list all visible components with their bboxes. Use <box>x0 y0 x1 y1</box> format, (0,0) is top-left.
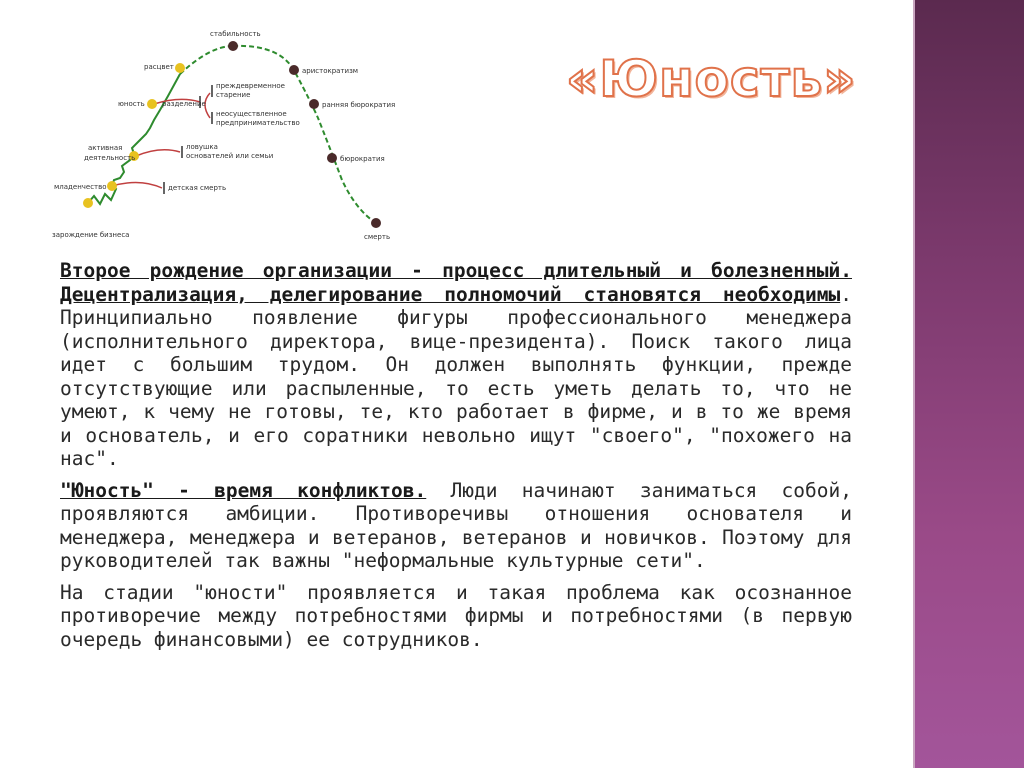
label-byurokratiya: бюрократия <box>340 155 385 163</box>
node-mladenchestvo <box>107 181 117 191</box>
lifecycle-diagram <box>50 28 410 248</box>
slide-title: «Юность» <box>566 50 857 108</box>
label-mladenchestvo: младенчество <box>54 183 107 191</box>
node-rannyaya <box>309 99 319 109</box>
label-rastsvet: расцвет <box>144 63 174 71</box>
label-neosush1: неосуществленное <box>216 110 287 118</box>
label-top: стабильность <box>210 30 261 38</box>
label-deyatelnost: деятельность <box>84 154 136 162</box>
label-rannyaya: ранняя бюрократия <box>322 101 396 109</box>
label-detskaya: детская смерть <box>168 184 227 192</box>
side-decoration-band <box>913 0 1024 768</box>
trap-branch-3 <box>136 150 180 156</box>
label-yunost: юность <box>118 100 145 108</box>
label-aristokratizm: аристократизм <box>302 67 359 75</box>
node-rastsvet <box>175 63 185 73</box>
paragraph-2 <box>60 479 852 573</box>
label-zarozhdenie: зарождение бизнеса <box>52 231 130 239</box>
paragraph-1 <box>60 259 852 471</box>
node-stability <box>228 41 238 51</box>
node-zarozhdenie <box>83 198 93 208</box>
decline-curve-solid <box>180 46 233 74</box>
paragraph-3: На стадии "юности" проявляется и такая проблема как осознанное противоречие между потребностями фирмы и потребностями (в первую очередь финансовыми) ее сотрудников. <box>60 580 852 651</box>
label-prezhd1: преждевременное <box>216 82 285 90</box>
node-byurokratiya <box>327 153 337 163</box>
paragraph-2-text: Люди начинают заниматься собой, проявляются амбиции. Противоречивы отношения основателя и менеджера, менеджера и ветеранов, ветеранов и новичков. Поэтому для руководителей так важны "неформальные культурные сети". <box>60 478 852 572</box>
label-aktivnaya: активная <box>88 144 123 152</box>
trap-branch-4 <box>112 182 162 188</box>
label-razdelenie: разделение <box>162 100 206 108</box>
paragraph-2-emphasis: "Юность" - время конфликтов. <box>60 478 427 502</box>
node-aristokratizm <box>289 65 299 75</box>
slide-body <box>60 259 852 659</box>
label-smert: смерть <box>364 233 391 241</box>
node-yunost <box>147 99 157 109</box>
paragraph-1-emphasis: Второе рождение организации - процесс длительный и болезненный. Децентрализация, делегирование полномочий становятся необходимы <box>60 259 852 306</box>
paragraph-1-text: . Принципиально появление фигуры профессионального менеджера (исполнительного директора, вице-президента). Поиск такого лица идет с большим трудом. Он должен выполнять функции, прежде отсутствующие или распыленные, то есть уметь делать то, что не умеют, к чему не готовы, те, кто работает в фирме, и в то же время и основатель, и его соратники невольно ищут "своего", "похожего на нас". <box>60 282 852 470</box>
label-prezhd2: старение <box>216 91 251 99</box>
label-lovushka1: ловушка <box>186 143 218 151</box>
node-smert <box>371 218 381 228</box>
label-lovushka2: основателей или семьи <box>186 152 274 160</box>
label-neosush2: предпринимательство <box>216 119 300 127</box>
